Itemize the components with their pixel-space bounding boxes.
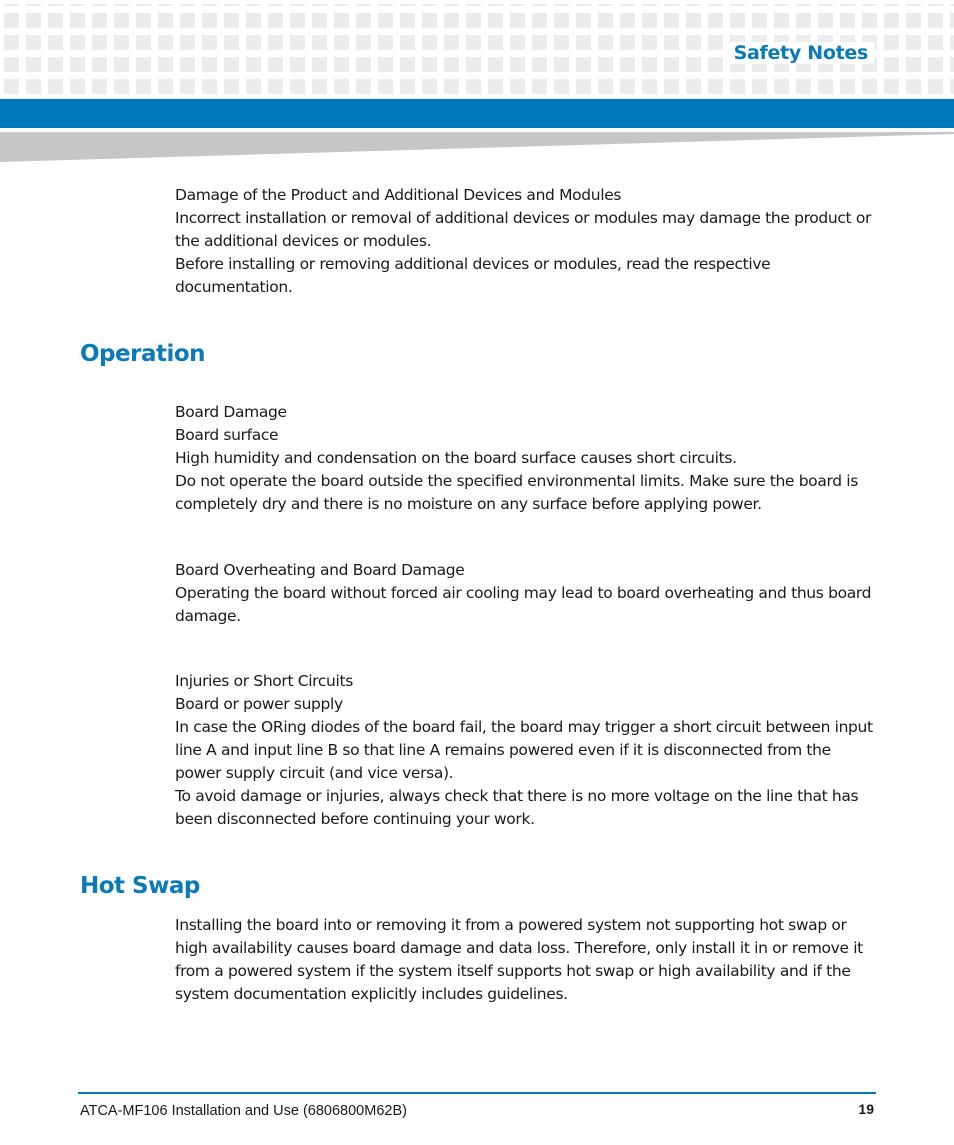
note-text: Do not operate the board outside the specified environmental limits. Make sure the board is completely dry and there is no moisture on any surface before applying power. [175,472,858,513]
hot-swap-paragraph [175,914,875,1006]
footer-page-number: 19 [858,1101,874,1117]
note-text: High humidity and condensation on the board surface causes short circuits. [175,449,737,467]
note-title: Injuries or Short Circuits [175,672,353,690]
section-heading-operation: Operation [80,341,206,367]
header-blue-bar [0,99,954,128]
note-subject: Board or power supply [175,695,343,713]
note-text: Before installing or removing additional devices or modules, read the respective documentation. [175,255,771,296]
note-title: Board Overheating and Board Damage [175,561,465,579]
note-title: Board Damage [175,403,287,421]
header-grey-wedge [0,132,954,162]
footer-rule [78,1092,876,1094]
footer-document-title: ATCA-MF106 Installation and Use (6806800M62B) [80,1103,407,1119]
grey-wedge-shape [0,132,954,162]
note-title: Damage of the Product and Additional Devices and Modules [175,186,622,204]
note-text: Incorrect installation or removal of additional devices or modules may damage the product or the additional devices or modules. [175,209,871,250]
section-heading-hot-swap: Hot Swap [80,873,200,899]
running-header-title: Safety Notes [728,42,874,64]
note-text: Operating the board without forced air cooling may lead to board overheating and thus board damage. [175,584,872,625]
note-text: In case the ORing diodes of the board fail, the board may trigger a short circuit between input line A and input line B so that line A remains powered even if it is disconnected from the power supply circuit (and vice versa). [175,718,873,782]
note-damage-modules [175,184,875,299]
note-overheating [175,559,875,628]
note-injuries [175,670,875,831]
note-text: To avoid damage or injuries, always check that there is no more voltage on the line that has been disconnected before continuing your work. [175,787,859,828]
body-text: Installing the board into or removing it from a powered system not supporting hot swap or high availability causes board damage and data loss. Therefore, only install it in or remove it from a powered system if the system itself supports hot swap or high availability and if the system documentation explicitly includes guidelines. [175,916,863,1003]
note-subject: Board surface [175,426,279,444]
note-board-damage [175,401,875,516]
